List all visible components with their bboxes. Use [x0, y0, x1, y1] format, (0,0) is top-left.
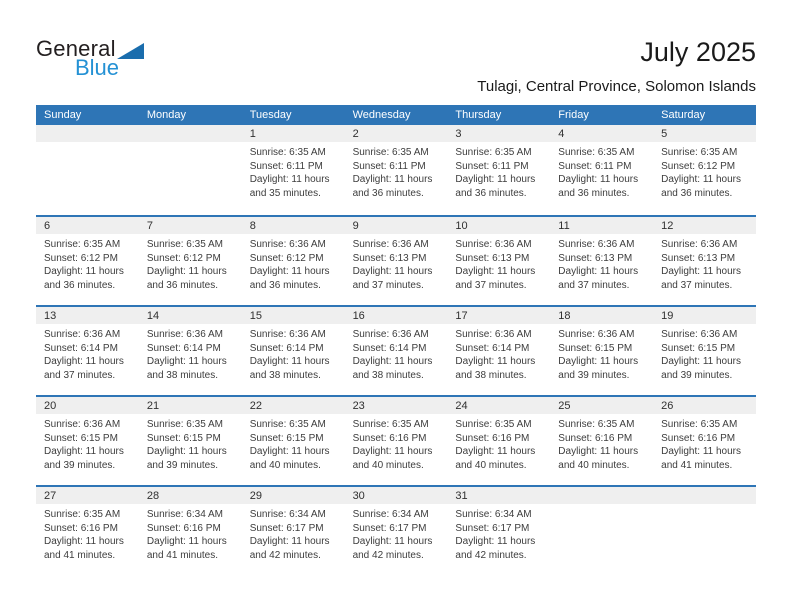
- calendar-day-cell: [653, 125, 756, 215]
- sunset-text: Sunset: 6:15 PM: [249, 432, 324, 444]
- daylight-text-line2: and 39 minutes.: [146, 459, 219, 471]
- calendar-week-row: [36, 215, 756, 305]
- daylight-text-line1: Daylight: 11 hours: [146, 536, 227, 548]
- calendar-day-cell-empty: [653, 487, 756, 575]
- sunrise-text: Sunrise: 6:35 AM: [352, 147, 429, 159]
- daylight-text-line1: Daylight: 11 hours: [352, 446, 433, 458]
- day-details: [242, 142, 345, 200]
- daylight-text-line2: and 36 minutes.: [455, 187, 527, 199]
- day-details: [345, 234, 448, 292]
- day-details: [242, 234, 345, 292]
- calendar-day-cell: [345, 487, 448, 575]
- sunrise-text: Sunrise: 6:36 AM: [352, 329, 429, 341]
- calendar-day-cell: [447, 125, 550, 215]
- sunrise-text: Sunrise: 6:34 AM: [455, 509, 532, 521]
- calendar-day-cell: [345, 217, 448, 305]
- daylight-text-line1: Daylight: 11 hours: [558, 266, 639, 278]
- daylight-text-line2: and 42 minutes.: [352, 549, 424, 561]
- sunrise-text: Sunrise: 6:35 AM: [455, 419, 532, 431]
- daylight-text-line2: and 39 minutes.: [661, 369, 733, 381]
- day-details: [242, 504, 345, 562]
- daylight-text-line2: and 37 minutes.: [352, 279, 424, 291]
- daylight-text-line2: and 36 minutes.: [661, 187, 733, 199]
- sunset-text: Sunset: 6:13 PM: [661, 252, 736, 264]
- day-number-band: [242, 397, 345, 414]
- sunrise-text: Sunrise: 6:35 AM: [661, 419, 738, 431]
- daylight-text-line2: and 38 minutes.: [249, 369, 321, 381]
- sunrise-text: Sunrise: 6:36 AM: [661, 239, 738, 251]
- day-number-band: [139, 217, 242, 234]
- day-number-band: [139, 307, 242, 324]
- day-number-band: [447, 307, 550, 324]
- sunset-text: Sunset: 6:12 PM: [249, 252, 324, 264]
- weekday-header-sunday: Sunday: [44, 109, 82, 122]
- daylight-text-line1: Daylight: 11 hours: [249, 356, 330, 368]
- day-number-band: [139, 397, 242, 414]
- daylight-text-line2: and 37 minutes.: [661, 279, 733, 291]
- sunset-text: Sunset: 6:16 PM: [44, 522, 118, 534]
- sunrise-text: Sunrise: 6:35 AM: [558, 147, 635, 159]
- sunset-text: Sunset: 6:14 PM: [146, 342, 221, 354]
- sunrise-text: Sunrise: 6:36 AM: [455, 239, 532, 251]
- day-details: [36, 504, 139, 562]
- calendar-day-cell: [550, 397, 653, 485]
- day-details: [447, 234, 550, 292]
- daylight-text-line1: Daylight: 11 hours: [146, 446, 227, 458]
- sunrise-text: Sunrise: 6:35 AM: [146, 239, 223, 251]
- calendar-weeks: [36, 125, 756, 575]
- location-subtitle: Tulagi, Central Province, Solomon Islands: [477, 78, 756, 96]
- page-header: [0, 0, 792, 95]
- sunrise-text: Sunrise: 6:35 AM: [558, 419, 635, 431]
- day-number-band: [345, 307, 448, 324]
- day-details: [550, 324, 653, 382]
- day-number: 23: [352, 399, 365, 412]
- daylight-text-line1: Daylight: 11 hours: [352, 536, 433, 548]
- day-details: [550, 142, 653, 200]
- day-details: [550, 414, 653, 472]
- daylight-text-line1: Daylight: 11 hours: [352, 356, 433, 368]
- weekday-header-row: [36, 105, 756, 125]
- day-number: 11: [558, 219, 570, 232]
- day-number-band: [242, 487, 345, 504]
- day-number-band: [36, 125, 139, 142]
- sunset-text: Sunset: 6:15 PM: [558, 342, 633, 354]
- sunset-text: Sunset: 6:14 PM: [352, 342, 427, 354]
- calendar-day-cell: [242, 397, 345, 485]
- day-number-band: [653, 307, 756, 324]
- calendar-day-cell: [36, 307, 139, 395]
- sunrise-text: Sunrise: 6:36 AM: [44, 419, 121, 431]
- day-number: 1: [249, 127, 256, 140]
- daylight-text-line2: and 36 minutes.: [146, 279, 219, 291]
- daylight-text-line2: and 41 minutes.: [44, 549, 116, 561]
- sunrise-text: Sunrise: 6:34 AM: [146, 509, 223, 521]
- day-details: [36, 414, 139, 472]
- day-number: 27: [44, 489, 57, 502]
- daylight-text-line2: and 40 minutes.: [352, 459, 424, 471]
- sunrise-text: Sunrise: 6:36 AM: [249, 329, 326, 341]
- weekday-header-thursday: Thursday: [455, 109, 502, 122]
- calendar-day-cell: [36, 217, 139, 305]
- daylight-text-line1: Daylight: 11 hours: [455, 446, 536, 458]
- calendar-day-cell-empty: [550, 487, 653, 575]
- calendar-day-cell-empty: [36, 125, 139, 215]
- sunrise-text: Sunrise: 6:35 AM: [249, 419, 326, 431]
- sunrise-text: Sunrise: 6:36 AM: [661, 329, 738, 341]
- calendar-week-row: [36, 305, 756, 395]
- daylight-text-line2: and 36 minutes.: [352, 187, 424, 199]
- sunrise-text: Sunrise: 6:36 AM: [558, 239, 635, 251]
- calendar-day-cell: [36, 397, 139, 485]
- day-details: [242, 324, 345, 382]
- sunrise-text: Sunrise: 6:36 AM: [455, 329, 532, 341]
- day-number: 10: [455, 219, 468, 232]
- sunset-text: Sunset: 6:14 PM: [455, 342, 530, 354]
- day-number-band: [550, 397, 653, 414]
- daylight-text-line1: Daylight: 11 hours: [249, 174, 330, 186]
- daylight-text-line1: Daylight: 11 hours: [146, 356, 227, 368]
- day-number-band: [653, 125, 756, 142]
- weekday-header-monday: Monday: [146, 109, 186, 122]
- day-number: 25: [558, 399, 571, 412]
- day-number-band: [345, 397, 448, 414]
- calendar-day-cell: [242, 217, 345, 305]
- day-number: 14: [146, 309, 160, 322]
- daylight-text-line1: Daylight: 11 hours: [455, 356, 536, 368]
- day-number-band: [345, 487, 448, 504]
- daylight-text-line2: and 36 minutes.: [249, 279, 321, 291]
- sunset-text: Sunset: 6:16 PM: [558, 432, 633, 444]
- sunset-text: Sunset: 6:11 PM: [558, 160, 632, 172]
- sunset-text: Sunset: 6:13 PM: [352, 252, 427, 264]
- sunset-text: Sunset: 6:15 PM: [146, 432, 221, 444]
- sunrise-text: Sunrise: 6:34 AM: [352, 509, 429, 521]
- day-details: [447, 414, 550, 472]
- day-number: 22: [249, 399, 262, 412]
- sunset-text: Sunset: 6:14 PM: [249, 342, 324, 354]
- day-number: 9: [352, 219, 359, 232]
- sunset-text: Sunset: 6:13 PM: [455, 252, 530, 264]
- day-details: [447, 324, 550, 382]
- daylight-text-line1: Daylight: 11 hours: [661, 174, 741, 186]
- daylight-text-line1: Daylight: 11 hours: [455, 536, 536, 548]
- sunset-text: Sunset: 6:12 PM: [146, 252, 221, 264]
- daylight-text-line2: and 37 minutes.: [44, 369, 116, 381]
- calendar-day-cell: [447, 397, 550, 485]
- sunset-text: Sunset: 6:15 PM: [661, 342, 736, 354]
- day-number-band: [242, 125, 345, 142]
- sunrise-text: Sunrise: 6:36 AM: [146, 329, 223, 341]
- daylight-text-line1: Daylight: 11 hours: [249, 266, 330, 278]
- day-number: 12: [661, 219, 674, 232]
- day-details: [653, 414, 756, 472]
- sunrise-text: Sunrise: 6:35 AM: [455, 147, 532, 159]
- day-details: [345, 324, 448, 382]
- title-block: [477, 38, 756, 95]
- day-number: 7: [146, 219, 153, 232]
- daylight-text-line1: Daylight: 11 hours: [352, 266, 433, 278]
- day-details: [447, 142, 550, 200]
- daylight-text-line2: and 41 minutes.: [146, 549, 219, 561]
- general-blue-logo: [36, 38, 144, 79]
- sunset-text: Sunset: 6:14 PM: [44, 342, 118, 354]
- daylight-text-line1: Daylight: 11 hours: [455, 174, 536, 186]
- day-number: 31: [455, 489, 468, 502]
- day-number-band: [36, 307, 139, 324]
- sunset-text: Sunset: 6:17 PM: [249, 522, 324, 534]
- daylight-text-line1: Daylight: 11 hours: [44, 356, 124, 368]
- day-number: 17: [455, 309, 468, 322]
- calendar-day-cell: [139, 397, 242, 485]
- sunset-text: Sunset: 6:17 PM: [352, 522, 427, 534]
- daylight-text-line2: and 42 minutes.: [455, 549, 527, 561]
- day-number-band: [550, 307, 653, 324]
- daylight-text-line2: and 39 minutes.: [44, 459, 116, 471]
- day-number-band: [550, 125, 653, 142]
- day-number: 15: [249, 309, 262, 322]
- logo-triangle-icon: [117, 43, 144, 59]
- calendar-day-cell: [36, 487, 139, 575]
- day-number-band: [653, 487, 756, 504]
- day-number-band: [447, 397, 550, 414]
- day-number: 20: [44, 399, 57, 412]
- calendar-day-cell: [447, 487, 550, 575]
- day-number: 4: [558, 127, 565, 140]
- sunset-text: Sunset: 6:16 PM: [661, 432, 736, 444]
- page-title: July 2025: [640, 37, 756, 67]
- calendar-day-cell: [653, 217, 756, 305]
- sunset-text: Sunset: 6:15 PM: [44, 432, 118, 444]
- daylight-text-line2: and 37 minutes.: [558, 279, 630, 291]
- daylight-text-line1: Daylight: 11 hours: [44, 536, 124, 548]
- day-number-band: [447, 125, 550, 142]
- weekday-header-tuesday: Tuesday: [249, 109, 292, 122]
- day-details: [36, 324, 139, 382]
- daylight-text-line1: Daylight: 11 hours: [558, 174, 639, 186]
- day-number-band: [653, 217, 756, 234]
- day-number-band: [447, 217, 550, 234]
- daylight-text-line2: and 36 minutes.: [44, 279, 116, 291]
- calendar-day-cell: [139, 217, 242, 305]
- daylight-text-line2: and 38 minutes.: [352, 369, 424, 381]
- calendar-day-cell: [345, 397, 448, 485]
- sunset-text: Sunset: 6:17 PM: [455, 522, 530, 534]
- day-number-band: [242, 307, 345, 324]
- sunrise-text: Sunrise: 6:36 AM: [249, 239, 326, 251]
- calendar-table: [36, 105, 756, 575]
- daylight-text-line2: and 36 minutes.: [558, 187, 630, 199]
- day-details: [345, 504, 448, 562]
- daylight-text-line1: Daylight: 11 hours: [249, 446, 330, 458]
- day-number: 3: [455, 127, 462, 140]
- daylight-text-line2: and 40 minutes.: [455, 459, 527, 471]
- sunset-text: Sunset: 6:12 PM: [44, 252, 118, 264]
- day-number: 16: [352, 309, 365, 322]
- day-details: [345, 414, 448, 472]
- day-number: 2: [352, 127, 359, 140]
- sunrise-text: Sunrise: 6:34 AM: [249, 509, 326, 521]
- sunset-text: Sunset: 6:11 PM: [249, 160, 323, 172]
- day-number-band: [139, 125, 242, 142]
- daylight-text-line1: Daylight: 11 hours: [44, 446, 124, 458]
- day-details: [139, 234, 242, 292]
- weekday-header-saturday: Saturday: [661, 109, 706, 122]
- daylight-text-line2: and 37 minutes.: [455, 279, 527, 291]
- daylight-text-line1: Daylight: 11 hours: [44, 266, 124, 278]
- day-number-band: [550, 487, 653, 504]
- day-number: 18: [558, 309, 571, 322]
- sunrise-text: Sunrise: 6:36 AM: [558, 329, 635, 341]
- daylight-text-line2: and 40 minutes.: [558, 459, 630, 471]
- calendar-day-cell: [139, 487, 242, 575]
- day-details: [242, 414, 345, 472]
- weekday-header-friday: Friday: [558, 109, 589, 122]
- daylight-text-line1: Daylight: 11 hours: [558, 446, 639, 458]
- sunset-text: Sunset: 6:16 PM: [146, 522, 221, 534]
- day-number-band: [345, 217, 448, 234]
- day-details: [653, 234, 756, 292]
- calendar-day-cell-empty: [139, 125, 242, 215]
- day-number-band: [653, 397, 756, 414]
- day-number-band: [345, 125, 448, 142]
- day-number: 13: [44, 309, 57, 322]
- day-number-band: [447, 487, 550, 504]
- day-number: 30: [352, 489, 365, 502]
- day-number: 29: [249, 489, 262, 502]
- day-number-band: [36, 217, 139, 234]
- day-details: [139, 504, 242, 562]
- sunrise-text: Sunrise: 6:35 AM: [44, 239, 121, 251]
- day-number-band: [36, 487, 139, 504]
- day-number-band: [242, 217, 345, 234]
- day-details: [653, 324, 756, 382]
- daylight-text-line2: and 40 minutes.: [249, 459, 321, 471]
- calendar-day-cell: [139, 307, 242, 395]
- sunset-text: Sunset: 6:13 PM: [558, 252, 633, 264]
- daylight-text-line1: Daylight: 11 hours: [249, 536, 330, 548]
- daylight-text-line1: Daylight: 11 hours: [661, 446, 741, 458]
- daylight-text-line1: Daylight: 11 hours: [455, 266, 536, 278]
- logo-text-blue: Blue: [75, 55, 120, 80]
- calendar-day-cell: [242, 125, 345, 215]
- calendar-day-cell: [242, 487, 345, 575]
- sunrise-text: Sunrise: 6:36 AM: [352, 239, 429, 251]
- day-details: [550, 234, 653, 292]
- day-number-band: [36, 397, 139, 414]
- daylight-text-line2: and 38 minutes.: [146, 369, 219, 381]
- calendar-day-cell: [242, 307, 345, 395]
- sunset-text: Sunset: 6:16 PM: [455, 432, 530, 444]
- daylight-text-line2: and 35 minutes.: [249, 187, 321, 199]
- daylight-text-line2: and 39 minutes.: [558, 369, 630, 381]
- day-number-band: [139, 487, 242, 504]
- day-details: [139, 324, 242, 382]
- day-number-band: [550, 217, 653, 234]
- sunrise-text: Sunrise: 6:36 AM: [44, 329, 121, 341]
- daylight-text-line2: and 38 minutes.: [455, 369, 527, 381]
- day-number: 24: [455, 399, 468, 412]
- calendar-day-cell: [653, 307, 756, 395]
- calendar-week-row: [36, 125, 756, 215]
- day-number: 26: [661, 399, 674, 412]
- daylight-text-line1: Daylight: 11 hours: [661, 356, 741, 368]
- logo-text-general: General: [36, 36, 116, 61]
- sunset-text: Sunset: 6:11 PM: [455, 160, 529, 172]
- day-number: 6: [44, 219, 51, 232]
- day-details: [36, 234, 139, 292]
- daylight-text-line2: and 41 minutes.: [661, 459, 733, 471]
- sunrise-text: Sunrise: 6:35 AM: [352, 419, 429, 431]
- sunrise-text: Sunrise: 6:35 AM: [249, 147, 326, 159]
- day-number: 28: [146, 489, 160, 502]
- sunset-text: Sunset: 6:12 PM: [661, 160, 736, 172]
- calendar-day-cell: [653, 397, 756, 485]
- calendar-week-row: [36, 395, 756, 485]
- daylight-text-line1: Daylight: 11 hours: [661, 266, 741, 278]
- weekday-header-wednesday: Wednesday: [352, 109, 411, 122]
- calendar-day-cell: [550, 307, 653, 395]
- day-number: 19: [661, 309, 674, 322]
- daylight-text-line2: and 42 minutes.: [249, 549, 321, 561]
- day-number: 21: [146, 399, 160, 412]
- sunset-text: Sunset: 6:11 PM: [352, 160, 426, 172]
- calendar-day-cell: [550, 217, 653, 305]
- calendar-day-cell: [447, 307, 550, 395]
- calendar-day-cell: [550, 125, 653, 215]
- calendar-day-cell: [447, 217, 550, 305]
- daylight-text-line1: Daylight: 11 hours: [352, 174, 433, 186]
- day-number: 5: [661, 127, 668, 140]
- day-number: 8: [249, 219, 256, 232]
- sunset-text: Sunset: 6:16 PM: [352, 432, 427, 444]
- calendar-day-cell: [345, 125, 448, 215]
- day-details: [447, 504, 550, 562]
- sunrise-text: Sunrise: 6:35 AM: [44, 509, 121, 521]
- daylight-text-line1: Daylight: 11 hours: [558, 356, 639, 368]
- calendar-day-cell: [345, 307, 448, 395]
- day-details: [653, 142, 756, 200]
- sunrise-text: Sunrise: 6:35 AM: [661, 147, 738, 159]
- day-details: [345, 142, 448, 200]
- daylight-text-line1: Daylight: 11 hours: [146, 266, 227, 278]
- sunrise-text: Sunrise: 6:35 AM: [146, 419, 223, 431]
- day-details: [139, 414, 242, 472]
- calendar-week-row: [36, 485, 756, 575]
